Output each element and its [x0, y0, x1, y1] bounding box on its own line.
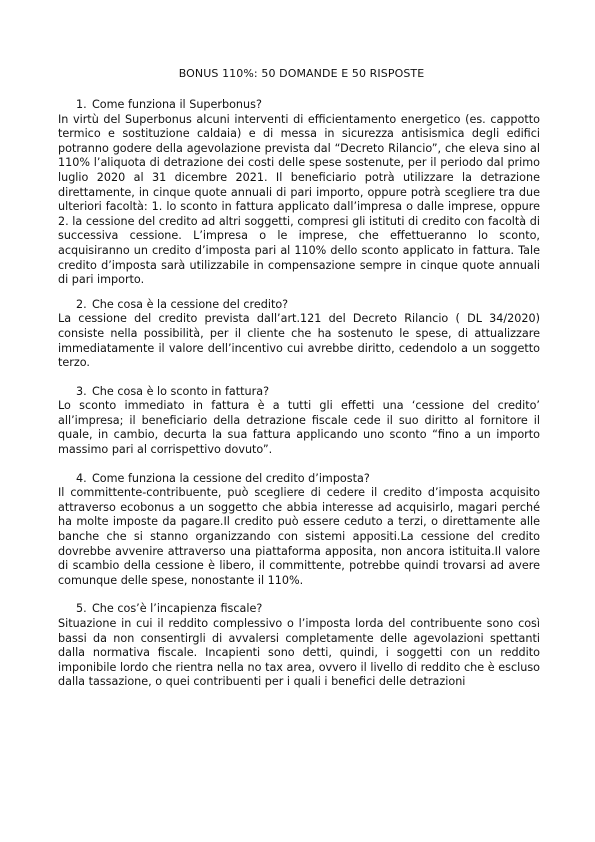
- question-heading: [58, 472, 540, 487]
- question-heading: [58, 602, 540, 617]
- faq-section: [58, 602, 540, 690]
- question-number: 5.: [76, 602, 87, 616]
- faq-section: [58, 472, 540, 589]
- faq-section: [58, 98, 540, 288]
- question-text: Che cosa è la cessione del credito?: [92, 297, 289, 311]
- question-number: 3.: [76, 384, 87, 398]
- question-heading: [58, 385, 540, 400]
- faq-section: [58, 385, 540, 458]
- question-heading: [58, 98, 540, 113]
- answer-paragraph: La cessione del credito prevista dall’art.121 del Decreto Rilancio ( DL 34/2020) consiste nella possibilità, per il cliente che ha sostenuto le spese, di attualizzare immediatamente il valore dell’incentivo cui avrebbe diritto, cedendolo a un soggetto terzo.: [58, 312, 540, 370]
- question-heading: [58, 298, 540, 313]
- question-number: 2.: [76, 297, 87, 311]
- answer-paragraph: Situazione in cui il reddito complessivo o l’imposta lorda del contribuente sono così bassi da non consentirgli di avvalersi completamente delle agevolazioni spettanti dalla normativa fiscale. Incapienti sono detti, quindi, i soggetti con un reddito imponibile lordo che rientra nella no tax area, ovvero il livello di reddito che è escluso dalla tassazione, o quei contribuenti per i quali i benefici delle detrazioni: [58, 617, 540, 689]
- question-text: Come funziona la cessione del credito d’imposta?: [92, 471, 370, 485]
- document-body: [58, 98, 540, 700]
- question-number: 1.: [76, 98, 87, 111]
- question-text: Che cosa è lo sconto in fattura?: [92, 384, 270, 398]
- answer-paragraph: In virtù del Superbonus alcuni interventi di efficientamento energetico (es. cappotto termico e sostituzione caldaia) e di messa in sicurezza antisismica degli edifici potranno godere della agevolazione prevista dal “Decreto Rilancio”, che eleva sino al 110% l’aliquota di detrazione dei costi delle spese sostenute, per il periodo dal primo luglio 2020 al 31 dicembre 2021. Il beneficiario potrà utilizzare la detrazione direttamente, in cinque quote annuali di pari importo, oppure potrà scegliere tra due ulteriori facoltà: 1. lo sconto in fattura applicato dall’impresa o dalle imprese, oppure 2. la cessione del credito ad altri soggetti, compresi gli istituti di credito con facoltà di successiva cessione. L’impresa o le imprese, che effettueranno lo sconto, acquisiranno un credito d’imposta pari al 110% dello sconto applicato in fattura. Tale credito d’imposta sarà utilizzabile in compensazione sempre in cinque quote annuali di pari importo.: [58, 112, 540, 287]
- question-text: Che cos’è l’incapienza fiscale?: [92, 602, 263, 616]
- question-text: Come funziona il Superbonus?: [92, 98, 262, 111]
- question-number: 4.: [76, 471, 87, 485]
- answer-paragraph: Il committente-contribuente, può scegliere di cedere il credito d’imposta acquisito attraverso ecobonus a un soggetto che abbia interesse ad acquisirlo, magari perché ha molte imposte da pagare.Il credito può essere ceduto a terzi, o direttamente alle banche che si stanno organizzando con sistemi appositi.La cessione del credito dovrebbe avvenire attraverso una piattaforma apposita, non ancora istituita.Il valore di scambio della cessione è libero, il committente, potrebbe quindi trovarsi ad avere comunque delle spese, nonostante il 110%.: [58, 486, 540, 587]
- document-title: BONUS 110%: 50 DOMANDE E 50 RISPOSTE: [178, 67, 425, 80]
- faq-section: [58, 298, 540, 371]
- answer-paragraph: Lo sconto immediato in fattura è a tutti gli effetti una ‘cessione del credito’ all’impresa; il beneficiario della detrazione fiscale cede il suo diritto al fornitore il quale, in cambio, decurta la sua fattura applicando uno sconto “fino a un importo massimo pari al corrispettivo dovuto”.: [58, 399, 540, 457]
